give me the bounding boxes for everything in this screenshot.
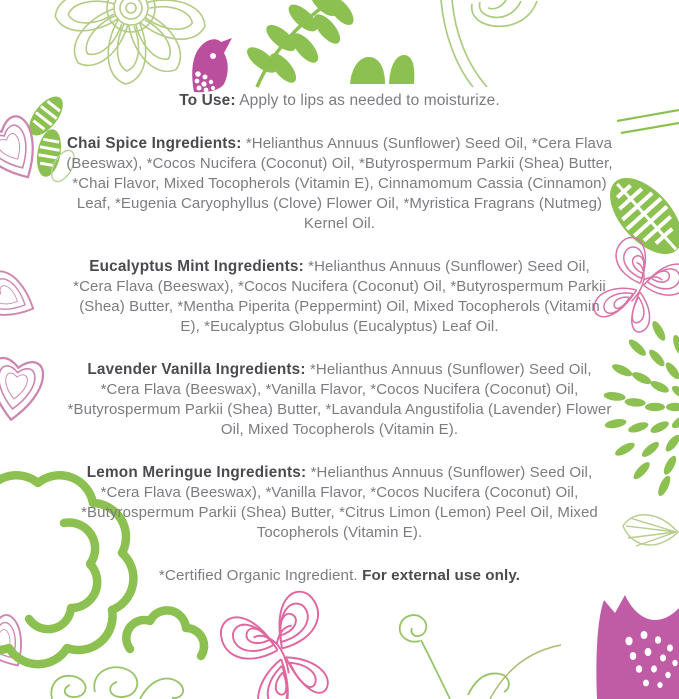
usage-text: Apply to lips as needed to moisturize. bbox=[239, 92, 500, 109]
section-ingredients: *Helianthus Annuus (Sunflower) Seed Oil, *Cera Flava (Beeswax), *Vanilla Flavor, *Cocos Nucifera (Coconut) Oil, *Butyrospermum Parkii (Shea) Butter, *Citrus Limon (Lemon) Peel Oil, Mixed Tocopherols (Vitamin E). bbox=[81, 464, 598, 541]
usage-heading: To Use: bbox=[179, 92, 236, 109]
section-chai-spice bbox=[62, 134, 618, 234]
external-use-warning: For external use only. bbox=[362, 567, 521, 584]
section-heading: Lemon Meringue Ingredients: bbox=[86, 464, 307, 481]
usage-line bbox=[179, 91, 500, 111]
section-lemon-meringue bbox=[76, 463, 604, 543]
label-text-block bbox=[0, 91, 679, 609]
leaf-pair-icon bbox=[350, 55, 414, 84]
section-ingredients: *Helianthus Annuus (Sunflower) Seed Oil, *Cera Flava (Beeswax), *Cocos Nucifera (Coconut) Oil, *Butyrospermum Parkii (Shea) Butter, *Chai Flavor, Mixed Tocopherols (Vitamin E), Cinnamomum Cassia (Cinnamon) Leaf, *Eugenia Caryophyllus (Clove) Flower Oil, *Myristica Fragrans (Nutmeg) Kernel Oil. bbox=[66, 135, 613, 232]
section-heading: Lavender Vanilla Ingredients: bbox=[87, 361, 306, 378]
leaf-branch-icon bbox=[243, 0, 358, 87]
curl-stem-icon bbox=[441, 0, 537, 87]
section-lavender-vanilla bbox=[68, 360, 612, 440]
section-eucalyptus-mint bbox=[70, 257, 610, 337]
section-ingredients: *Helianthus Annuus (Sunflower) Seed Oil, *Cera Flava (Beeswax), *Cocos Nucifera (Coconut) Oil, *Butyrospermum Parkii (Shea) Butter, *Mentha Piperita (Peppermint) Oil, Mixed Tocopherols (Vitamin E), *Eucalyptus Globulus (Eucalyptus) Leaf Oil. bbox=[73, 258, 606, 335]
section-heading: Eucalyptus Mint Ingredients: bbox=[89, 258, 304, 275]
spotted-bird-icon bbox=[596, 595, 679, 699]
footer-note bbox=[159, 566, 520, 586]
section-heading: Chai Spice Ingredients: bbox=[66, 135, 242, 152]
certified-organic-note: *Certified Organic Ingredient. bbox=[158, 567, 358, 584]
flower-doodle-icon bbox=[52, 0, 208, 84]
section-ingredients: *Helianthus Annuus (Sunflower) Seed Oil, *Cera Flava (Beeswax), *Vanilla Flavor, *Cocos Nucifera (Coconut) Oil, *Butyrospermum Parkii (Shea) Butter, *Lavandula Angustifolia (Lavender) Flower Oil, Mixed Tocopherols (Vitamin E). bbox=[67, 361, 612, 438]
bird-icon bbox=[192, 38, 232, 92]
